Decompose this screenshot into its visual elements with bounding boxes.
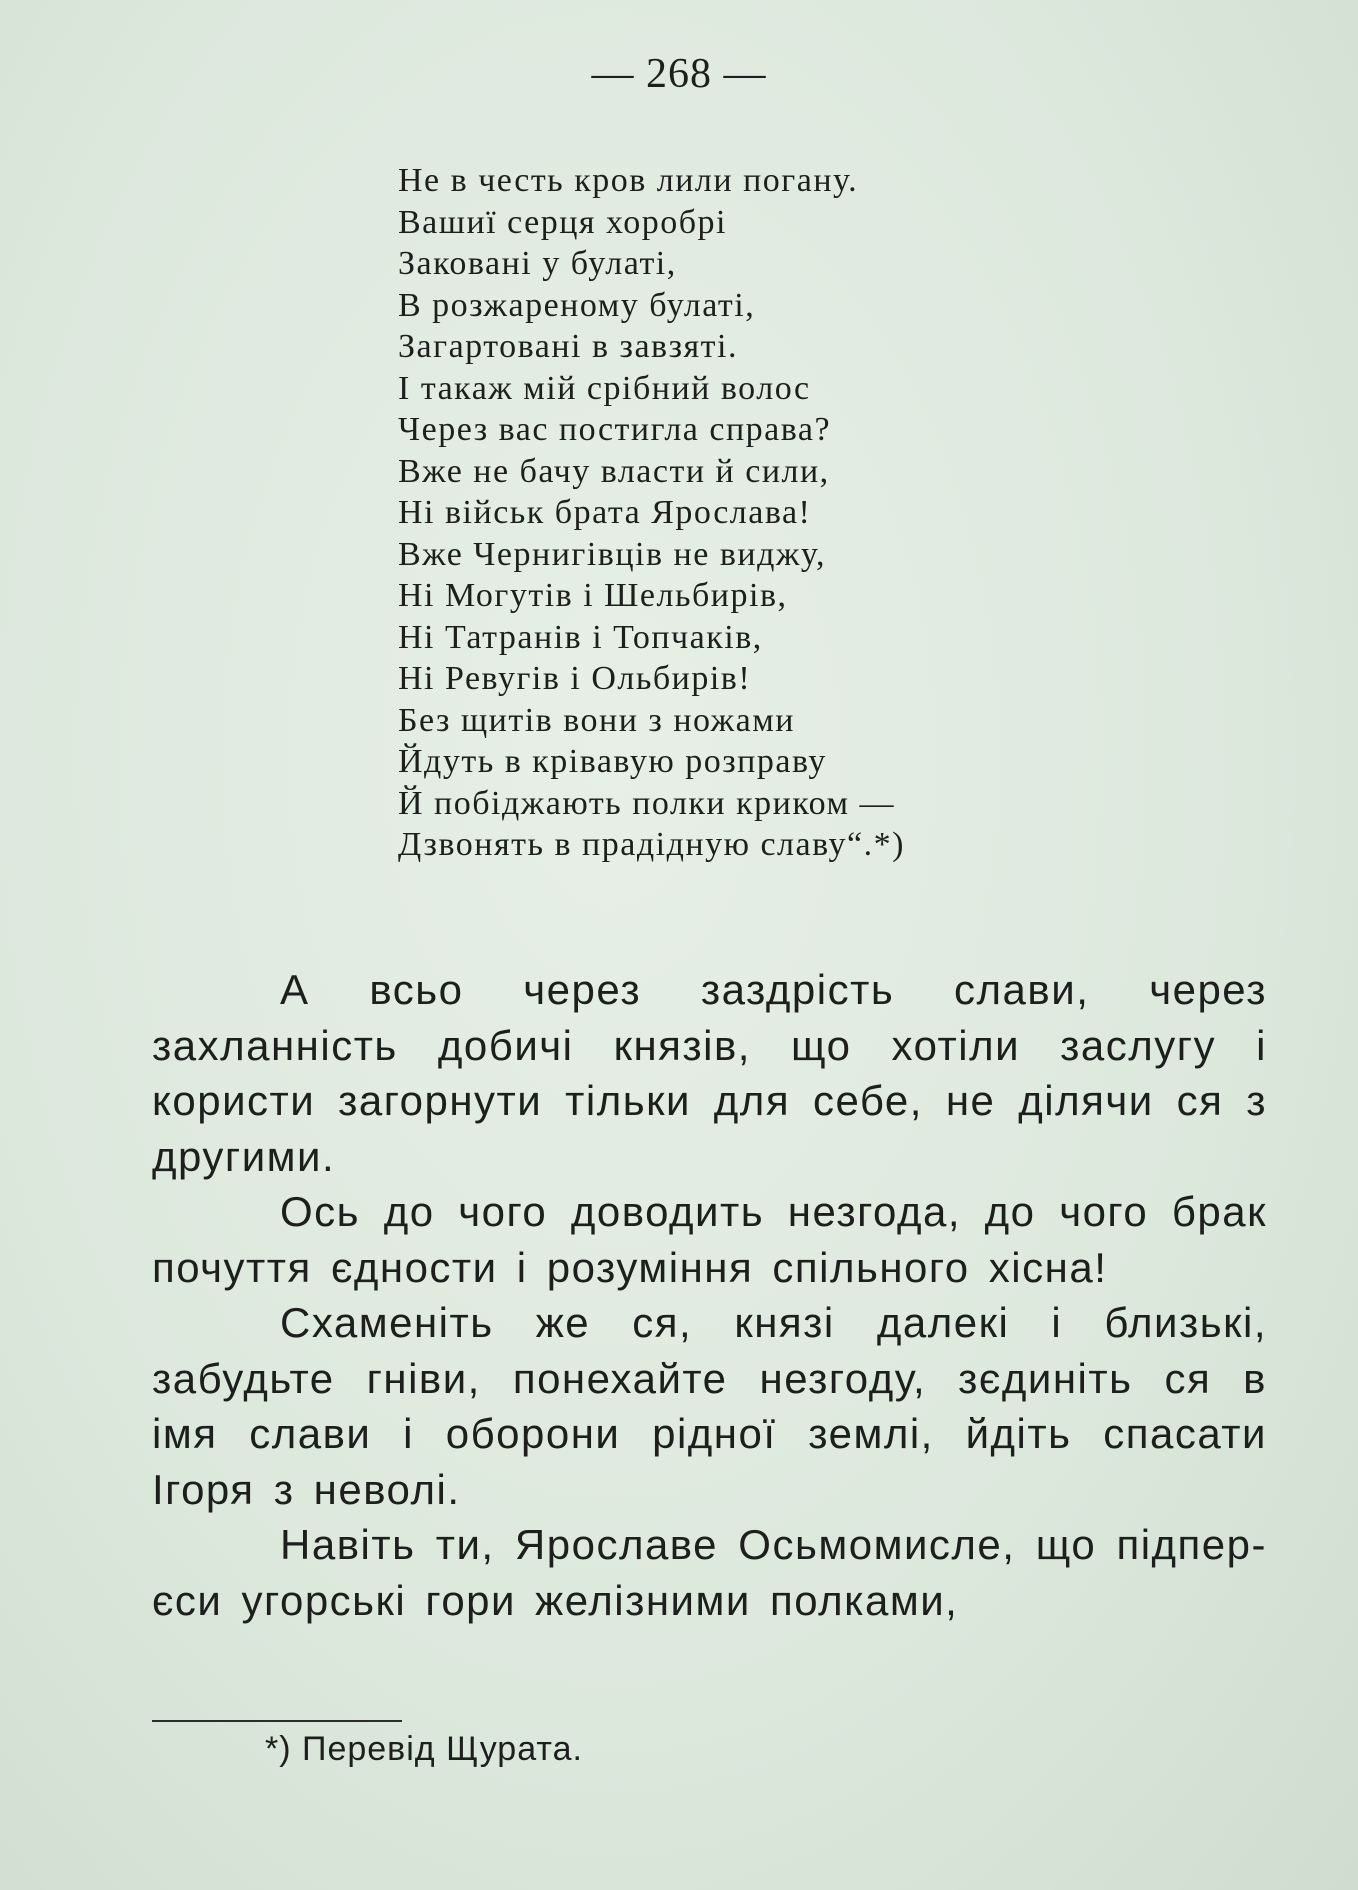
poem-line: Без щитів вони з ножами — [398, 701, 795, 739]
footnote-divider — [152, 1720, 402, 1722]
poem-line: В розжареному булаті, — [398, 286, 756, 324]
poem-line: І такаж мій срібний волос — [398, 369, 811, 407]
poem-line: Ні Могутів і Шельбирів, — [398, 577, 788, 614]
poem-line: Заковані у булаті, — [398, 245, 677, 282]
poem-line: Вже не бачу власти й сили, — [398, 452, 830, 490]
poem-line: Вже Чернигівців не виджу, — [398, 535, 826, 573]
poem-line: Не в честь кров лили погану. — [398, 162, 859, 199]
poem-line: Ні військ брата Ярослава! — [398, 494, 812, 531]
footnote: *) Перевід Щурата. — [265, 1730, 583, 1768]
poem-line: Ні Татранів і Топчаків, — [398, 618, 763, 656]
poem-block — [398, 160, 1118, 866]
poem-line: Загартовані в завзяті. — [398, 328, 738, 365]
paragraph: Схаменіть же ся, князі далекі і близькі, забудьте гніви, понехайте незгоду, зєдиніть ся в імя слави і оборони рідної землі, йдіть спасати Ігоря з неволі. — [152, 1299, 1267, 1513]
paragraph: Навіть ти, Ярославе Осьмомисле, що підпер-єси угорські гори желізними полками, — [152, 1521, 1267, 1624]
paragraph: А всьо через заздрість слави, через захланність добичі князів, що хотіли заслугу і користи загорнути тільки для себе, не ділячи ся з другими. — [152, 966, 1267, 1180]
poem-line: Вашиї серця хоробрі — [398, 203, 727, 241]
poem-line: Ні Ревугів і Ольбирів! — [398, 660, 752, 697]
poem-line: Йдуть в крівавую розправу — [398, 743, 827, 780]
prose-block — [152, 962, 1267, 1628]
page-number: — 268 — — [591, 51, 767, 97]
poem-line: Й побіджають полки криком — — [398, 784, 895, 822]
paragraph: Ось до чого доводить незгода, до чого брак почуття єдности і розуміння спільного хісна! — [152, 1188, 1267, 1291]
poem-line: Дзвонять в прадідную славу“.*) — [398, 826, 905, 863]
poem-line: Через вас постигла справа? — [398, 411, 832, 448]
